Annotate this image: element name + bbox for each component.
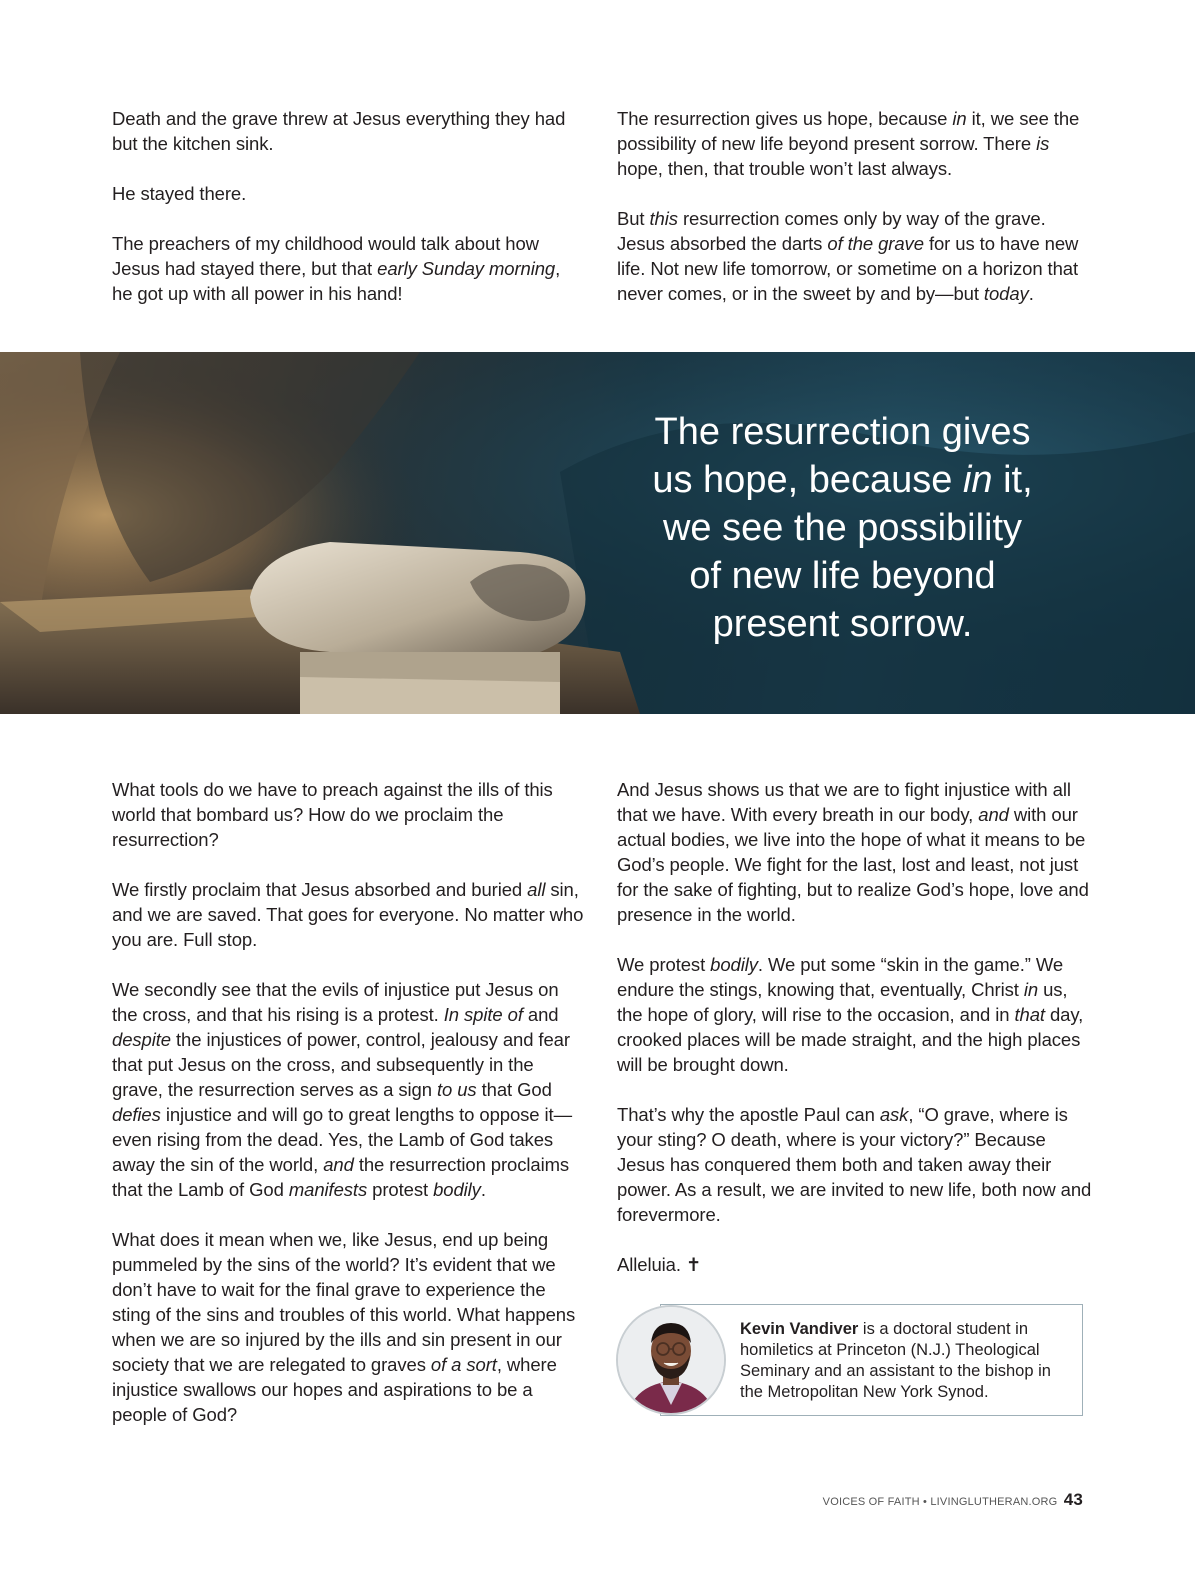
author-bio-text: is a doctoral student in homiletics at Princeton (N.J.) Theological Seminary and an assistant to the bishop in the Metropolitan New York Synod.: [740, 1320, 1051, 1401]
paragraph: We protest bodily. We put some “skin in the game.” We endure the stings, knowing that, eventually, Christ in us, the hope of glory, will rise to the occasion, and in that day, crooked places will be made straight, and the high places will be brought down.: [617, 954, 1084, 1075]
author-name: Kevin Vandiver: [740, 1320, 859, 1338]
pull-quote-line: us hope, because in it,: [652, 459, 1033, 501]
paragraph: Death and the grave threw at Jesus everything they had but the kitchen sink.: [112, 108, 566, 154]
article-column-top-left: [112, 106, 582, 306]
article-column-bottom-right: [617, 777, 1092, 1277]
pull-quote: [610, 408, 1075, 648]
author-bio: [740, 1319, 1075, 1403]
article-column-bottom-left: [112, 777, 587, 1427]
pull-quote-line: present sorrow.: [712, 603, 973, 645]
pull-quote-line: The resurrection gives: [654, 411, 1031, 453]
pull-quote-line: of new life beyond: [689, 555, 996, 597]
article-column-top-right: [617, 106, 1092, 306]
pull-quote-line: we see the possibility: [662, 507, 1023, 549]
author-photo: [618, 1307, 724, 1413]
page-footer: [823, 1490, 1083, 1510]
page-number: 43: [1063, 1490, 1083, 1509]
paragraph: And Jesus shows us that we are to fight injustice with all that we have. With every breath in our body, and with our actual bodies, we live into the hope of what it means to be God’s people. We fight for the last, lost and least, not just for the sake of fighting, but to realize God’s hope, love and presence in the world.: [617, 779, 1089, 925]
paragraph: What does it mean when we, like Jesus, end up being pummeled by the sins of the world? It’s evident that we don’t have to wait for the final grave to experience the sting of the sins and troubles of this world. What happens when we are so injured by the ills and sin present in our society that we are relegated to graves of a sort, where injustice swallows our hopes and aspirations to be a people of God?: [112, 1229, 576, 1425]
paragraph: The resurrection gives us hope, because in it, we see the possibility of new life beyond present sorrow. There is hope, then, that trouble won’t last always.: [617, 108, 1080, 179]
paragraph: He stayed there.: [112, 183, 247, 204]
author-avatar: [616, 1305, 726, 1415]
paragraph: What tools do we have to preach against the ills of this world that bombard us? How do we proclaim the resurrection?: [112, 779, 553, 850]
paragraph: Alleluia. ✝: [617, 1254, 702, 1275]
paragraph: But this resurrection comes only by way of the grave. Jesus absorbed the darts of the grave for us to have new life. Not new life tomorrow, or sometime on a horizon that never comes, or in the sweet by and by—but today.: [617, 208, 1079, 304]
paragraph: The preachers of my childhood would talk about how Jesus had stayed there, but that early Sunday morning, he got up with all power in his hand!: [112, 233, 561, 304]
paragraph: That’s why the apostle Paul can ask, “O grave, where is your sting? O death, where is your victory?” Because Jesus has conquered them both and taken away their power. As a result, we are invited to new life, both now and forevermore.: [617, 1104, 1092, 1225]
footer-text: VOICES OF FAITH • LIVINGLUTHERAN.ORG: [822, 1496, 1058, 1508]
paragraph: We secondly see that the evils of injustice put Jesus on the cross, and that his rising is a protest. In spite of and despite the injustices of power, control, jealousy and fear that put Jesus on the cross, and subsequently in the grave, the resurrection serves as a sign to us that God defies injustice and will go to great lengths to oppose it—even rising from the dead. Yes, the Lamb of God takes away the sin of the world, and the resurrection proclaims that the Lamb of God manifests protest bodily.: [112, 979, 572, 1200]
paragraph: We firstly proclaim that Jesus absorbed and buried all sin, and we are saved. That goes for everyone. No matter who you are. Full stop.: [112, 879, 584, 950]
